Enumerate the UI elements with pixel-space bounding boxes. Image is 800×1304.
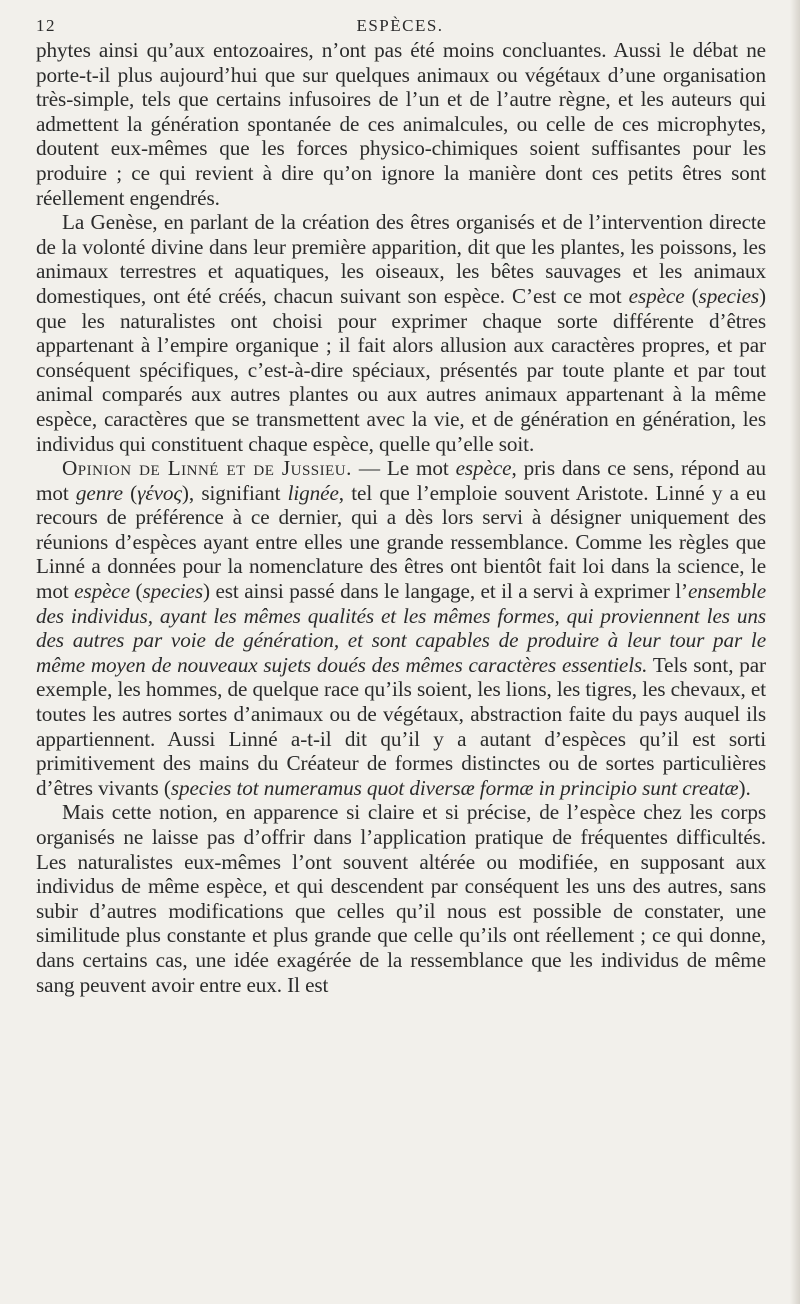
body-text [36,38,766,997]
text-run: , tel que l’emploie souvent Aristote. Linné y a eu recours de préférence à ce dernier, qui a dès lors servi à désigner uniquement des réunions d’espèces ayant entre elles une grande ressemblance. Comme les règles que Linné a données pour la nomenclature des êtres ont bientôt fait loi dans la science, le mot [36,480,766,604]
paragraph-p4 [36,800,766,997]
text-run: ( [122,480,138,505]
running-title: ESPÈCES. [356,16,444,35]
italic-run: species [698,283,760,308]
italic-run: γένος [137,480,182,505]
page-number: 12 [36,16,56,35]
text-run: ). [738,775,751,800]
italic-run: species tot numeramus quot diversæ formæ in principio sunt creatæ [170,775,739,800]
text-run: La Genèse, en parlant de la création des êtres organisés et de l’intervention directe de la volonté divine dans leur première apparition, dit que les plantes, les poissons, les animaux terrestres et aquatiques, les oiseaux, les bêtes sauvages et les animaux domestiques, ont été créés, chacun suivant son espèce. C’est ce mot [36,210,766,308]
text-run: Tels sont, par exemple, les hommes, de quelque race qu’ils soient, les lions, les tigres, les chevaux, et toutes les autres sortes d’animaux ou de végétaux, abstraction faite du pays auquel ils appartiennent. Aussi Linné a-t-il dit qu’il y a autant d’espèces qu’il est sorti primitivement des mains du Créateur de formes distinctes ou de sortes particulières d’êtres vivants ( [36,652,767,800]
text-run: ), signifiant [181,480,288,505]
italic-run: espèce [74,579,131,604]
text-run: ( [130,579,143,604]
section-heading: Opinion de Linné et de Jussieu. [62,456,352,481]
text-run: Mais cette notion, en apparence si claire et si précise, de l’espèce chez les corps organisés ne laisse pas d’offrir dans l’application pratique de fréquentes difficultés. Les naturalistes eux-mêmes l’ont souvent altérée ou modifiée, en supposant aux individus de même espèce, et qui descendent par conséquent les uns des autres, sans subir d’autres modifications que celles qu’il nous est possible de constater, une similitude plus constante et plus grande que celle qu’ils ont réellement ; ce qui donne, dans certains cas, une idée exagérée de la ressemblance que les individus de même sang peuvent avoir entre eux. Il est [36,800,766,997]
italic-run: genre [75,480,123,505]
italic-run: ensemble des individus, ayant les mêmes qualités et les mêmes formes, qui proviennent les uns des autres par voie de génération, et sont capables de produire à leur tour par le même moyen de nouveaux sujets doués des mêmes caractères essentiels. [36,579,767,677]
text-run: ( [684,283,699,308]
italic-run: lignée [287,480,339,505]
page-edge-shadow [790,0,800,1304]
italic-run: espèce [455,456,512,481]
paragraph-p2 [36,210,766,456]
text-run: ) est ainsi passé dans le langage, et il a servi à exprimer l’ [202,579,688,604]
text-run: ) que les naturalistes ont choisi pour exprimer chaque sorte différente d’êtres appartenant à l’empire organique ; il fait alors allusion aux caractères propres, et par conséquent spécifiques, c’est-à-dire spéciaux, présentés par toute plante et par tout animal comparés aux autres plantes ou aux autres animaux appartenant à la même espèce, caractères que se transmettent avec la vie, et de génération en génération, les individus qui constituent chaque espèce, quelle qu’elle soit. [36,283,766,456]
text-run: , pris dans ce sens, répond au mot [36,456,767,505]
paragraph-p3 [36,456,766,800]
book-page [32,0,768,1304]
italic-run: species [142,579,203,604]
text-run: — Le mot [351,456,456,481]
paragraph-p1 [36,38,766,210]
text-run: phytes ainsi qu’aux entozoaires, n’ont pas été moins concluantes. Aussi le débat ne porte-t-il plus aujourd’hui que sur quelques animaux ou végétaux d’une organisation très-simple, tels que certains infusoires de l’un et de l’autre règne, et les auteurs qui admettent la génération spontanée de ces animalcules, ou celle de ces microphytes, doutent eux-mêmes que les forces physico-chimiques soient suffisantes pour les produire ; ce qui revient à dire qu’on ignore la manière dont ces petits êtres sont réellement engendrés. [36,38,766,210]
italic-run: espèce [628,283,685,308]
